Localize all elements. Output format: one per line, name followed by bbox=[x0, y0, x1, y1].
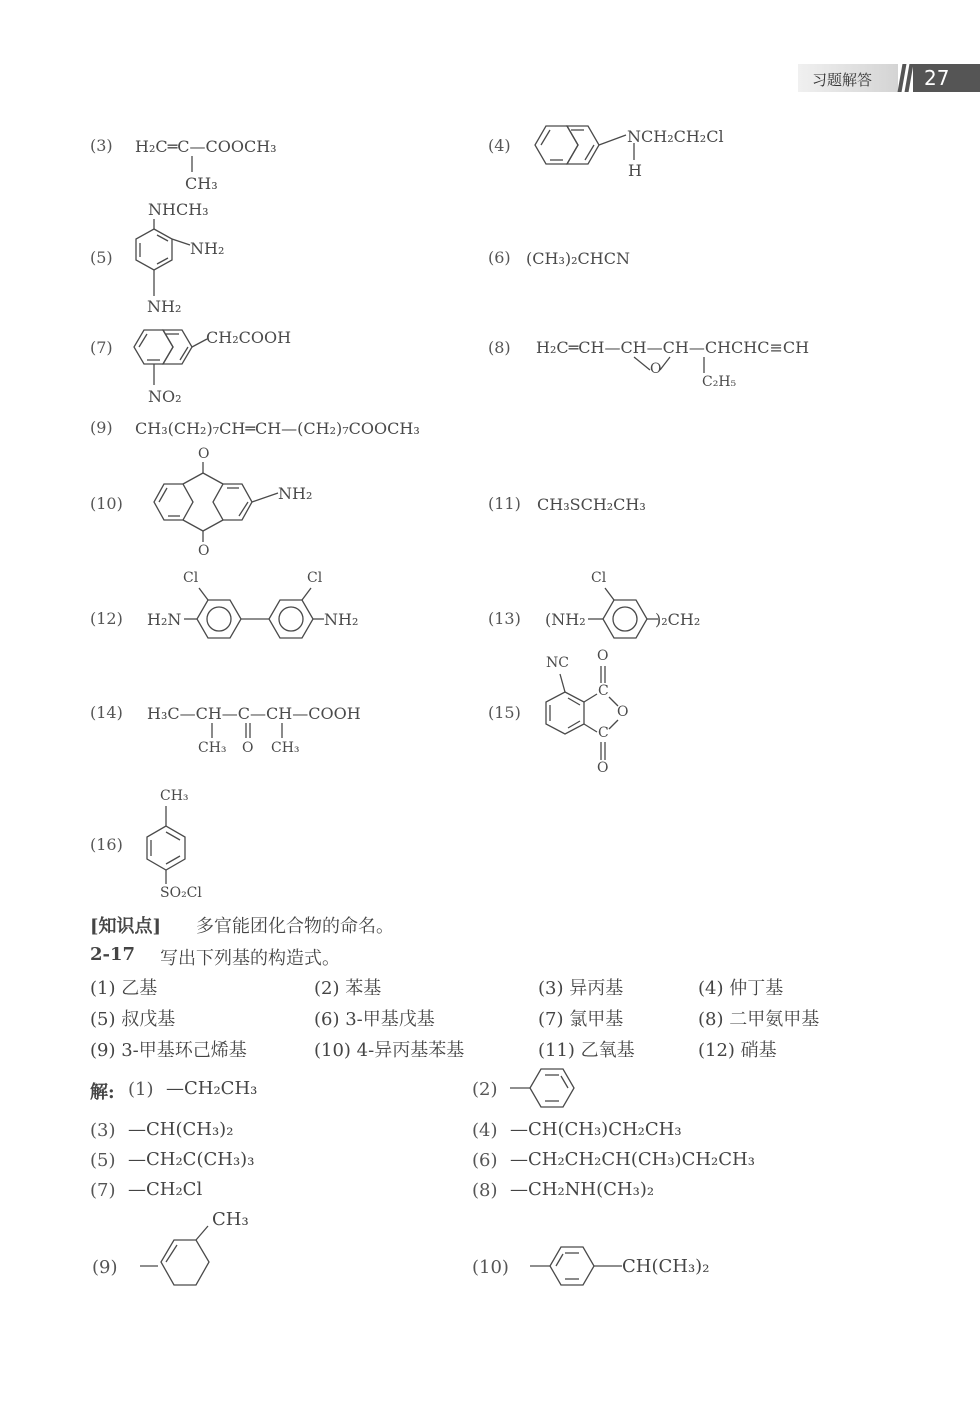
compound-5-top: NHCH₃ bbox=[148, 200, 209, 219]
problem-item: (5) 叔戊基 bbox=[90, 1009, 176, 1030]
compound-14-formula: H₃C—CH—C—CH—COOH bbox=[147, 704, 361, 723]
answer-9-methyl: CH₃ bbox=[212, 1209, 249, 1230]
problem-item: (2) 苯基 bbox=[314, 978, 382, 999]
answer-1-formula: —CH₂CH₃ bbox=[166, 1078, 258, 1099]
answer-3-formula: —CH(CH₃)₂ bbox=[128, 1119, 234, 1140]
compound-4-hydrogen: H bbox=[628, 161, 642, 180]
compound-9-formula: CH₃(CH₂)₇CH═CH—(CH₂)₇COOCH₃ bbox=[135, 419, 420, 438]
answer-label: (2) bbox=[472, 1079, 498, 1100]
compound-5-bottom: NH₂ bbox=[147, 297, 182, 316]
problem-item: (7) 氯甲基 bbox=[538, 1009, 624, 1030]
compound-label: (13) bbox=[488, 609, 521, 628]
compound-5-right: NH₂ bbox=[190, 239, 225, 258]
compound-12-right-amine: NH₂ bbox=[324, 610, 359, 629]
compound-label: (9) bbox=[90, 418, 113, 437]
compound-14-branch: CH₃ bbox=[198, 740, 227, 756]
problem-item: (8) 二甲氨甲基 bbox=[698, 1009, 820, 1030]
compound-15-carbon: C bbox=[598, 683, 609, 699]
compound-15-ring-oxygen: O bbox=[617, 704, 629, 720]
compound-label: (8) bbox=[488, 338, 511, 357]
answer-label: (8) bbox=[472, 1180, 498, 1201]
compound-6-formula: (CH₃)₂CHCN bbox=[526, 249, 630, 268]
compound-label: (15) bbox=[488, 703, 521, 722]
compound-4-substituent: NCH₂CH₂Cl bbox=[627, 127, 724, 146]
compound-7-substituent: CH₂COOH bbox=[206, 328, 292, 347]
compound-8-oxygen: O bbox=[650, 361, 662, 377]
compound-label: (16) bbox=[90, 835, 123, 854]
answer-label: (5) bbox=[90, 1150, 116, 1171]
answer-label: (7) bbox=[90, 1180, 116, 1201]
compound-3-formula: H₂C═C—COOCH₃ bbox=[135, 137, 277, 156]
problem-text: 写出下列基的构造式。 bbox=[160, 948, 340, 969]
answer-label: (6) bbox=[472, 1150, 498, 1171]
compound-label: (11) bbox=[488, 494, 521, 513]
answer-10-formula: CH(CH₃)₂ bbox=[622, 1256, 710, 1277]
compound-15-nitrile: NC bbox=[546, 655, 569, 671]
section-title: 习题解答 bbox=[812, 71, 873, 89]
compound-8-branch: C₂H₅ bbox=[702, 374, 737, 390]
problem-item: (3) 异丙基 bbox=[538, 978, 624, 999]
compound-12-chlorine: Cl bbox=[183, 570, 199, 586]
compound-7-nitro: NO₂ bbox=[148, 387, 182, 406]
answer-4-formula: —CH(CH₃)CH₂CH₃ bbox=[510, 1119, 682, 1140]
compound-label: (5) bbox=[90, 248, 113, 267]
problem-item: (11) 乙氧基 bbox=[538, 1040, 635, 1061]
problem-item: (12) 硝基 bbox=[698, 1040, 777, 1061]
compound-14-branch: CH₃ bbox=[271, 740, 300, 756]
compound-label: (12) bbox=[90, 609, 123, 628]
problem-item: (4) 仲丁基 bbox=[698, 978, 784, 999]
compound-12-left-amine: H₂N bbox=[147, 610, 182, 629]
answer-label: (9) bbox=[92, 1257, 118, 1278]
compound-label: (4) bbox=[488, 136, 511, 155]
answer-label: (10) bbox=[472, 1257, 509, 1278]
answer-label: (4) bbox=[472, 1120, 498, 1141]
compound-label: (3) bbox=[90, 136, 113, 155]
problem-item: (1) 乙基 bbox=[90, 978, 158, 999]
answer-label: (3) bbox=[90, 1120, 116, 1141]
answer-5-formula: —CH₂C(CH₃)₃ bbox=[128, 1149, 255, 1170]
compound-label: (6) bbox=[488, 248, 511, 267]
compound-label: (14) bbox=[90, 703, 123, 722]
compound-10-oxygen-bottom: O bbox=[198, 543, 210, 559]
compound-11-formula: CH₃SCH₂CH₃ bbox=[537, 495, 646, 514]
compound-15-oxygen: O bbox=[597, 760, 609, 776]
answer-6-formula: —CH₂CH₂CH(CH₃)CH₂CH₃ bbox=[510, 1149, 755, 1170]
compound-14-oxygen: O bbox=[242, 740, 254, 756]
compound-label: (10) bbox=[90, 494, 123, 513]
answer-label: (1) bbox=[128, 1079, 154, 1100]
page-number: 27 bbox=[924, 66, 950, 90]
compound-13-left: (NH₂ bbox=[545, 610, 586, 629]
problem-item: (6) 3-甲基戊基 bbox=[314, 1009, 435, 1030]
compound-13-right: )₂CH₂ bbox=[655, 610, 701, 629]
answer-8-formula: —CH₂NH(CH₃)₂ bbox=[510, 1179, 655, 1200]
problem-item: (10) 4-异丙基苯基 bbox=[314, 1040, 465, 1061]
compound-15-oxygen: O bbox=[597, 648, 609, 664]
solution-label: 解: bbox=[90, 1082, 115, 1103]
knowledge-text: 多官能团化合物的命名。 bbox=[196, 916, 394, 937]
compound-13-chlorine: Cl bbox=[591, 570, 607, 586]
problem-number: 2-17 bbox=[90, 944, 136, 965]
compound-10-oxygen-top: O bbox=[198, 446, 210, 462]
compound-10-amine: NH₂ bbox=[278, 484, 313, 503]
compound-8-formula: H₂C═CH—CH—CH—CHCHC≡CH bbox=[536, 338, 810, 357]
compound-label: (7) bbox=[90, 338, 113, 357]
compound-16-bottom: SO₂Cl bbox=[160, 885, 202, 901]
compound-3-branch: CH₃ bbox=[185, 174, 218, 193]
problem-item: (9) 3-甲基环己烯基 bbox=[90, 1040, 247, 1061]
compound-15-carbon: C bbox=[598, 725, 609, 741]
knowledge-tag: [知识点] bbox=[90, 916, 162, 937]
compound-12-chlorine: Cl bbox=[307, 570, 323, 586]
compound-16-top: CH₃ bbox=[160, 788, 189, 804]
answer-7-formula: —CH₂Cl bbox=[128, 1179, 203, 1200]
